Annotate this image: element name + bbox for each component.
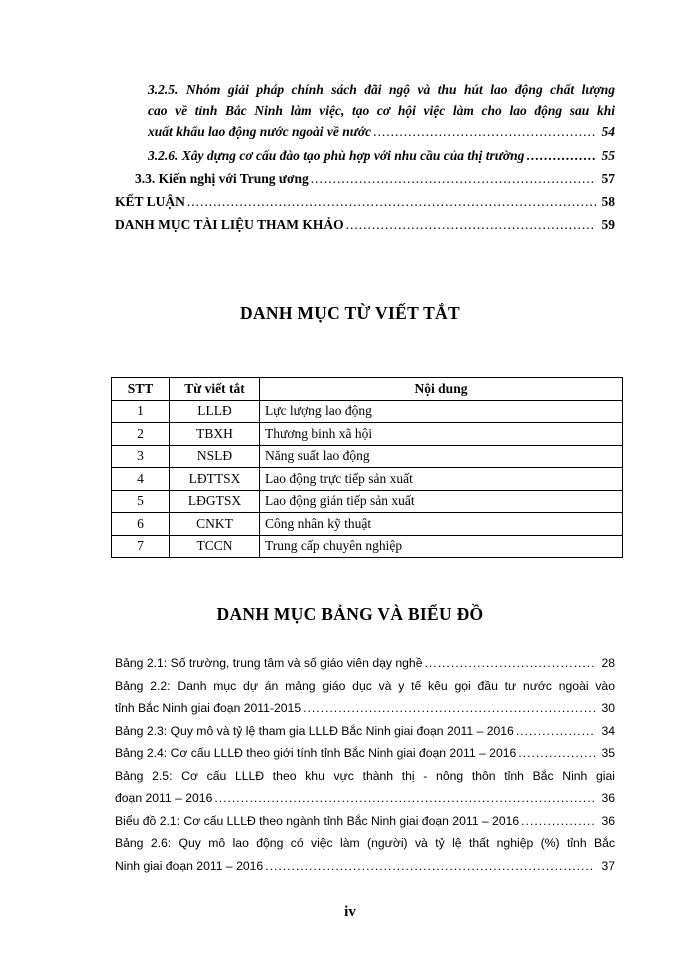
list-item-text: tỉnh Bắc Ninh giai đoạn 2011-2015 [115,701,302,715]
cell-abbreviation: CNKT [170,513,260,536]
list-item-text: Bảng 2.4: Cơ cấu LLLĐ theo giới tính tỉnh Bắc Ninh giai đoạn 2011 – 2016 [115,746,517,760]
list-item-page: 28 [601,656,615,670]
toc-page-number: 57 [601,171,615,186]
table-row [112,445,623,468]
toc-entry-tai-lieu[interactable] [115,214,615,235]
list-item-page: 30 [601,701,615,715]
tables-charts-title: DANH MỤC BẢNG VÀ BIỂU ĐỒ [216,604,484,624]
tables-charts-list [115,652,615,877]
table-row [112,423,623,446]
list-item[interactable] [115,810,615,833]
list-item-text: Bảng 2.6: Quy mô lao động có việc làm (người) và tỷ lệ thất nghiệp (%) tỉnh Bắc [115,836,615,850]
cell-stt: 2 [112,423,170,446]
cell-content: Lực lượng lao động [260,400,623,423]
list-item[interactable] [115,652,615,675]
table-row [112,535,623,558]
toc-entry-text: DANH MỤC TÀI LIỆU THAM KHẢO [115,217,344,232]
cell-content: Năng suất lao động [260,445,623,468]
cell-abbreviation: LLLĐ [170,400,260,423]
list-item-page: 35 [601,746,615,760]
list-item-text: Ninh giai đoạn 2011 – 2016 [115,858,264,873]
list-item[interactable] [115,742,615,765]
cell-abbreviation: NSLĐ [170,445,260,468]
list-item-text: Bảng 2.5: Cơ cấu LLLĐ theo khu vực thành thị - nông thôn tỉnh Bắc Ninh giai [115,768,615,783]
cell-stt: 5 [112,490,170,513]
toc-entry-text: KẾT LUẬN [115,194,185,209]
list-item-page: 34 [601,723,615,738]
column-header-stt: STT [112,378,170,401]
cell-stt: 6 [112,513,170,536]
cell-stt: 4 [112,468,170,491]
cell-content: Công nhân kỹ thuật [260,513,623,536]
toc-entry-text: cao về tỉnh Bắc Ninh làm việc, tạo cơ hội việc làm cho lao động sau khi [148,103,615,118]
toc-page-number: 55 [601,148,615,163]
list-item-page: 36 [601,813,615,828]
toc-entry-text: 3.3. Kiến nghị với Trung ương [135,171,309,186]
list-item-text: Bảng 2.1: Số trường, trung tâm và số giáo viên dạy nghề [115,656,423,670]
toc-entry-text: xuất khẩu lao động nước ngoài về nước [148,124,372,139]
list-item[interactable] [115,832,615,877]
list-item[interactable] [115,675,615,720]
cell-abbreviation: TCCN [170,535,260,558]
toc-entry-text: 3.2.6. Xây dựng cơ cấu đào tạo phù hợp với nhu cầu của thị trường [148,148,525,163]
cell-content: Lao động trực tiếp sản xuất [260,468,623,491]
cell-abbreviation: LĐGTSX [170,490,260,513]
list-item[interactable] [115,765,615,810]
list-item-page: 36 [601,791,615,805]
list-item-text: Bảng 2.3: Quy mô và tỷ lệ tham gia LLLĐ Bắc Ninh giai đoạn 2011 – 2016 [115,723,514,738]
list-item-text: Bảng 2.2: Danh mục dự án mảng giáo dục và y tế kêu gọi đầu tư nước ngoài vào [115,678,615,693]
cell-content: Thương binh xã hội [260,423,623,446]
cell-content: Lao động gián tiếp sản xuất [260,490,623,513]
cell-stt: 7 [112,535,170,558]
toc-page-number: 54 [601,124,615,139]
list-item[interactable] [115,720,615,743]
toc-entry-ket-luan[interactable] [115,191,615,212]
toc-entry-3-2-5[interactable] [148,79,615,142]
table-header-row [112,378,623,401]
column-header-content: Nội dung [260,378,623,401]
cell-content: Trung cấp chuyên nghiệp [260,535,623,558]
toc-page-number: 59 [601,217,615,232]
table-row [112,400,623,423]
list-item-page: 37 [601,858,615,873]
column-header-abbreviation: Từ viết tắt [170,378,260,401]
cell-stt: 3 [112,445,170,468]
page-number: iv [344,904,356,920]
table-row [112,513,623,536]
cell-stt: 1 [112,400,170,423]
toc-entry-3-2-6[interactable] [148,145,615,166]
list-item-text: Biểu đồ 2.1: Cơ cấu LLLĐ theo ngành tỉnh Bắc Ninh giai đoạn 2011 – 2016 [115,813,520,828]
toc-entry-3-3[interactable] [135,168,615,189]
toc-page-number: 58 [601,194,615,209]
list-item-text: đoạn 2011 – 2016 [115,791,213,805]
table-row [112,468,623,491]
abbreviations-title: DANH MỤC TỪ VIẾT TẮT [240,303,460,323]
cell-abbreviation: LĐTTSX [170,468,260,491]
toc-entry-text: 3.2.5. Nhóm giải pháp chính sách đãi ngộ và thu hút lao động chất lượng [148,82,615,97]
cell-abbreviation: TBXH [170,423,260,446]
abbreviations-table [111,377,623,558]
table-row [112,490,623,513]
